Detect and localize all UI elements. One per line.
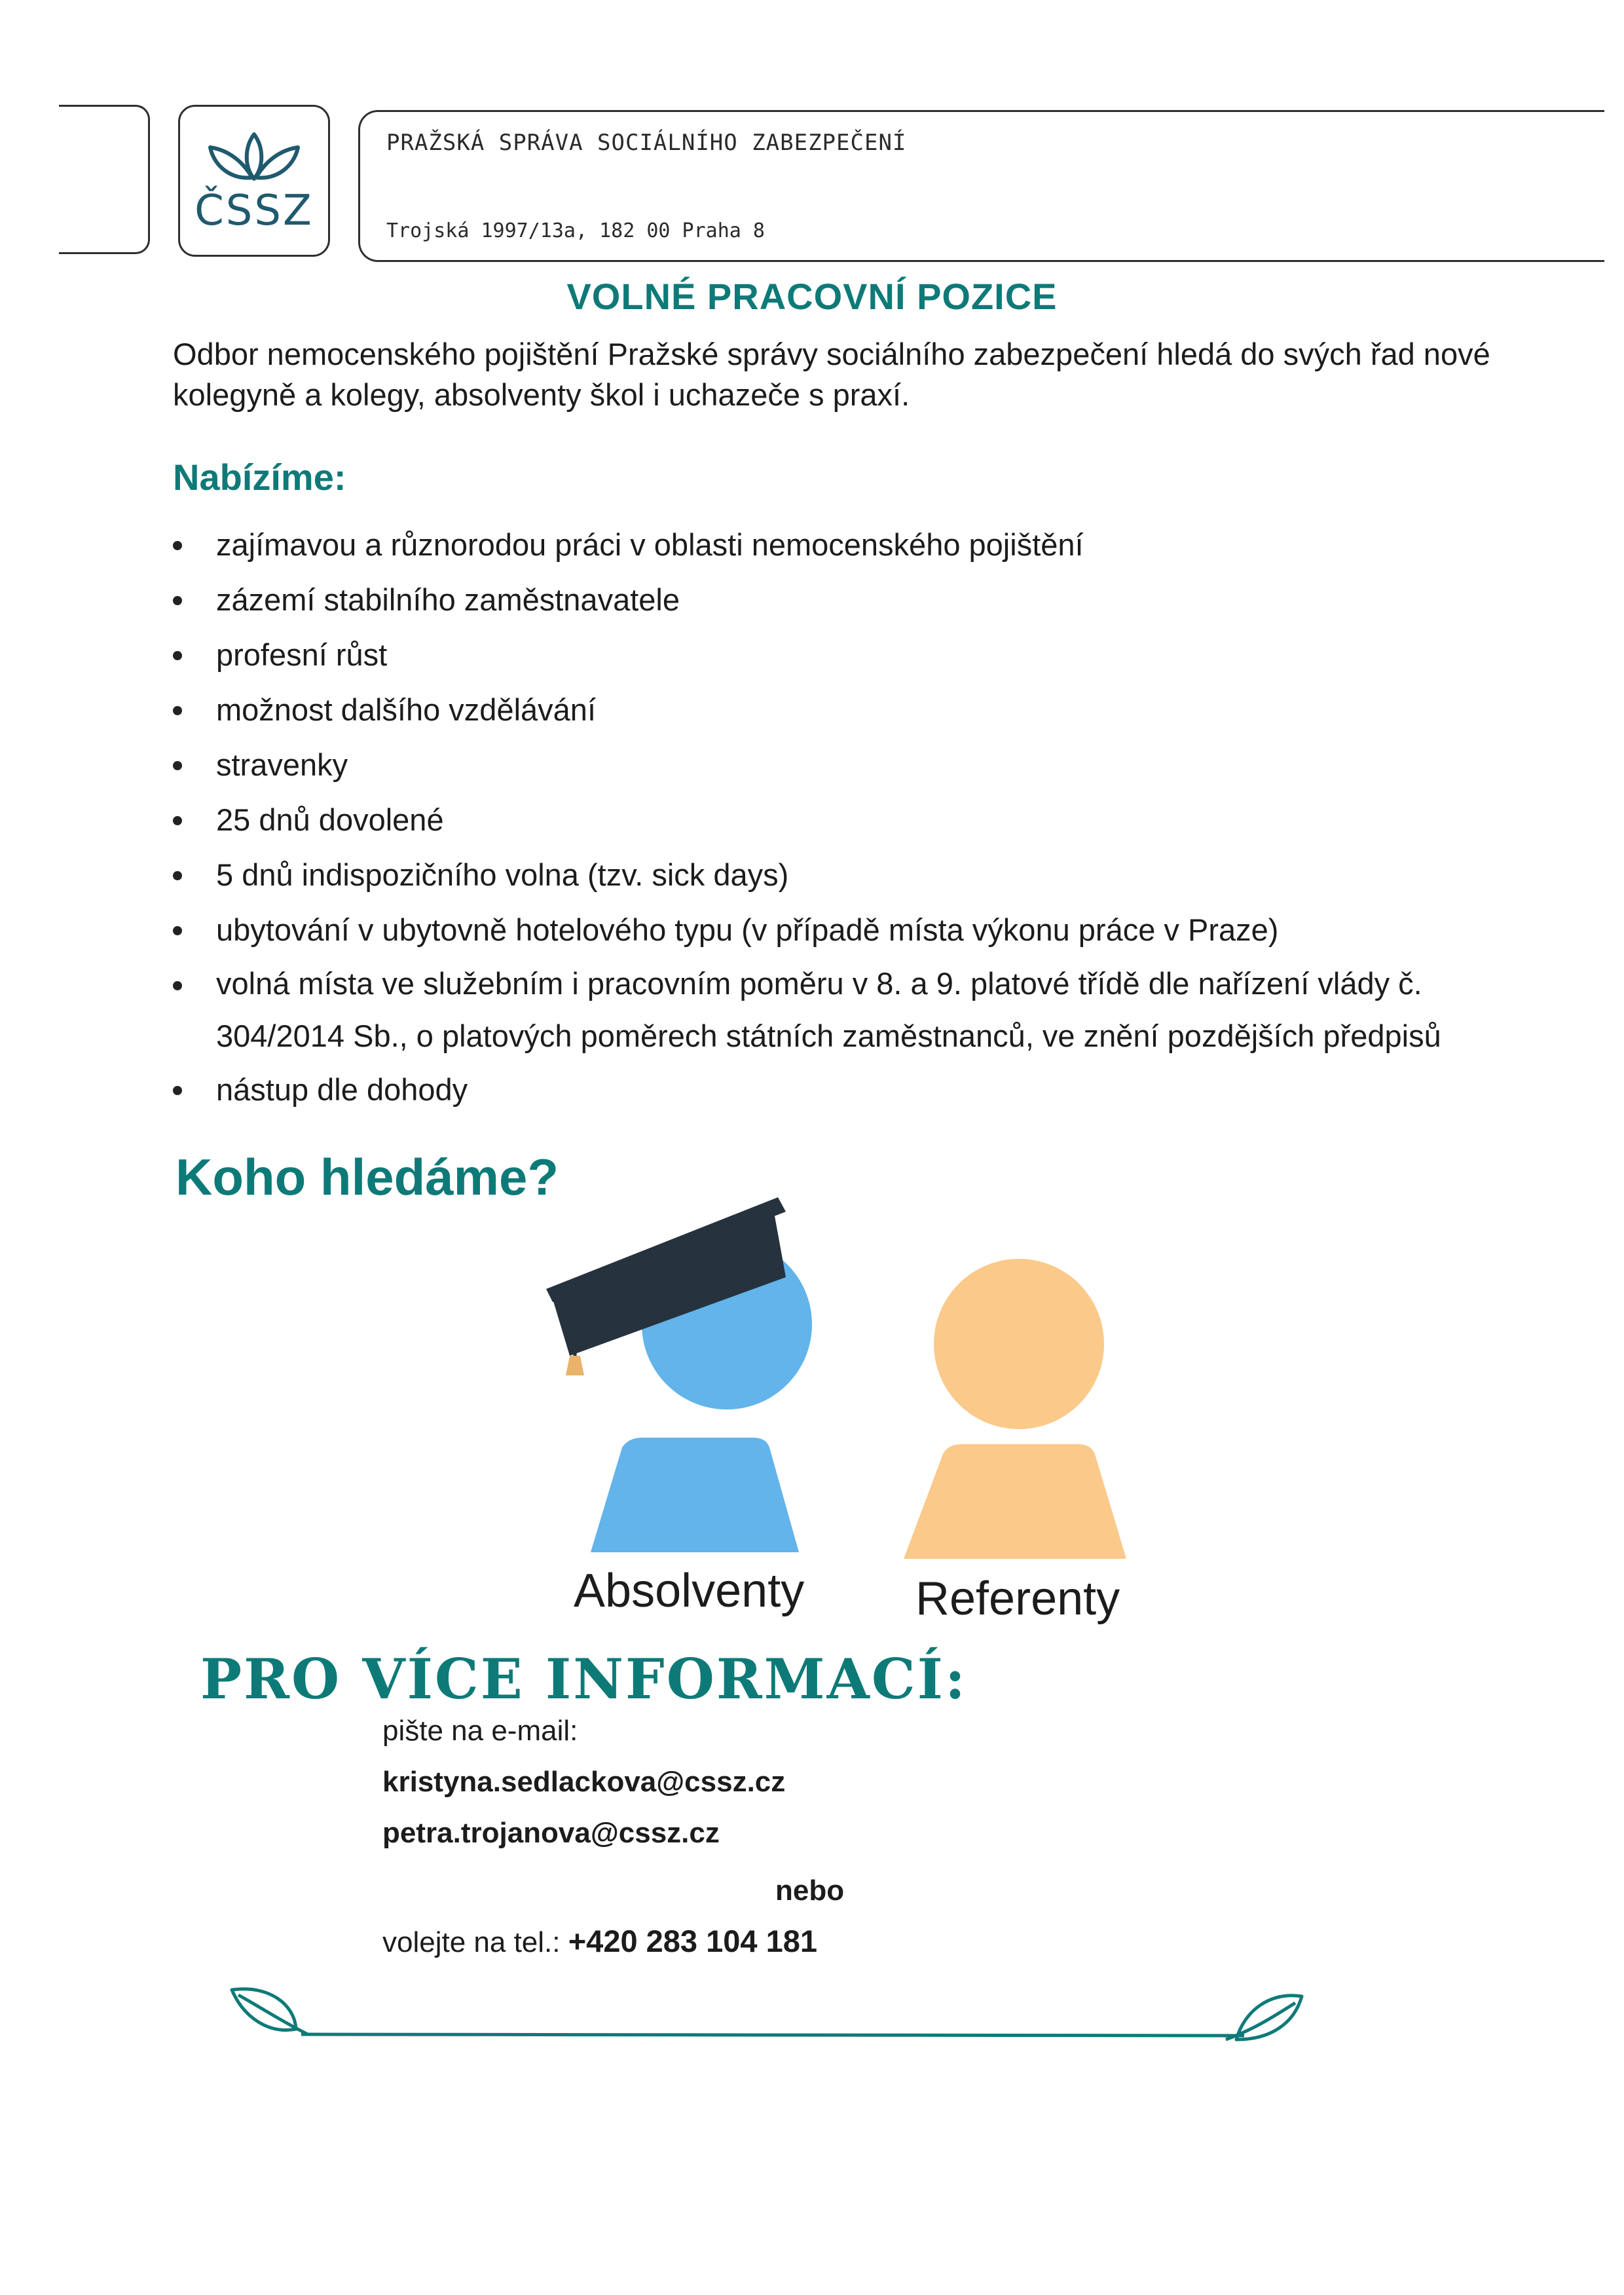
org-name: PRAŽSKÁ SPRÁVA SOCIÁLNÍHO ZABEZPEČENÍ xyxy=(386,130,907,156)
or-text: nebo xyxy=(775,1875,845,1907)
leaf-right-icon xyxy=(1226,1996,1302,2040)
list-item: nástup dle dohody xyxy=(169,1062,1531,1117)
list-item: profesní růst xyxy=(169,627,1531,682)
email-link-2[interactable]: petra.trojanova@cssz.cz xyxy=(382,1817,720,1849)
list-item: zázemí stabilního zaměstnavatele xyxy=(169,572,1531,627)
footer-decoration xyxy=(223,1971,1310,2057)
list-item: možnost dalšího vzdělávání xyxy=(169,682,1531,737)
email-intro: pište na e-mail: xyxy=(382,1715,578,1747)
seeking-heading: Koho hledáme? xyxy=(175,1148,559,1206)
clerks-label: Referenty xyxy=(915,1573,1120,1625)
list-item: stravenky xyxy=(169,737,1531,793)
logo-text: ČSSZ xyxy=(194,187,314,235)
org-address: Trojská 1997/13a, 182 00 Praha 8 xyxy=(386,219,765,242)
list-item: volná místa ve služebním i pracovním poměru v 8. a 9. platové třídě dle nařízení vlády č. 304/2014 Sb., o platových poměrech státních zaměstnanců, ve znění pozdějších předpisů xyxy=(169,958,1531,1062)
header-left-frame xyxy=(59,105,150,254)
cssz-logo xyxy=(178,105,330,257)
cssz-logo-leaves-icon xyxy=(205,121,303,187)
list-item: 25 dnů dovolené xyxy=(169,793,1531,848)
email-link-1[interactable]: kristyna.sedlackova@cssz.cz xyxy=(382,1766,786,1798)
offer-heading: Nabízíme: xyxy=(173,457,346,498)
list-item: zajímavou a různorodou práci v oblasti nemocenského pojištění xyxy=(169,517,1531,572)
graduates-label: Absolventy xyxy=(574,1565,805,1617)
phone-intro: volejte na tel.: xyxy=(382,1926,568,1958)
phone-number[interactable]: +420 283 104 181 xyxy=(568,1924,818,1958)
list-item: 5 dnů indispozičního volna (tzv. sick days) xyxy=(169,848,1531,903)
list-item: ubytování v ubytovně hotelového typu (v případě místa výkonu práce v Praze) xyxy=(169,903,1531,958)
phone-line xyxy=(382,1923,817,1959)
clerk-figure xyxy=(897,1244,1133,1565)
intro-text: Odbor nemocenského pojištění Pražské správy sociálního zabezpečení hledá do svých řad nové kolegyně a kolegy, absolventy škol i uchazeče s praxí. xyxy=(173,337,1490,412)
leaf-left-icon xyxy=(232,1989,308,2034)
contact-heading: PRO VÍCE INFORMACÍ: xyxy=(200,1647,967,1711)
offer-list xyxy=(169,517,1531,1117)
page-title: VOLNÉ PRACOVNÍ POZICE xyxy=(566,276,1058,317)
graduate-figure xyxy=(537,1185,812,1552)
